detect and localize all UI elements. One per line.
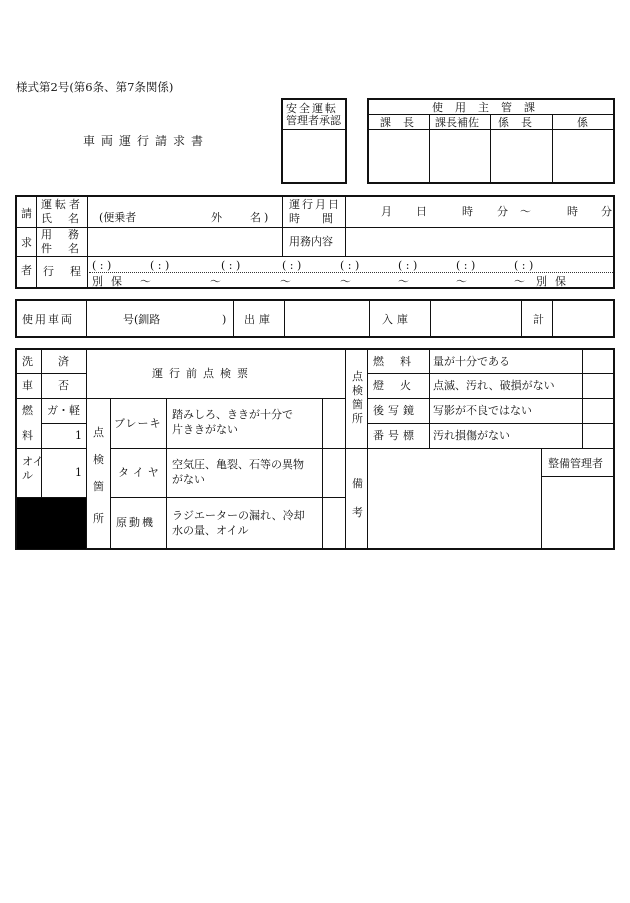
minute-label-1: 分 xyxy=(497,205,508,218)
engine-desc-1: ラジエーターの漏れ、冷却 xyxy=(172,509,305,522)
mirror-check-desc: 写影が不良ではない xyxy=(433,404,532,417)
right-points-2: 検 xyxy=(352,384,363,397)
subject-label: 件名 xyxy=(41,242,95,255)
plate-check-label: 番号標 xyxy=(373,429,418,442)
requester-label-3: 者 xyxy=(21,264,32,277)
tire-label: タイヤ xyxy=(118,466,163,479)
route-tilde-4: ～ xyxy=(340,275,351,288)
vehicle-label: 使用車両 xyxy=(22,313,74,326)
oil-label-1: オイ xyxy=(22,455,44,468)
light-check-label: 燈火 xyxy=(373,379,427,392)
vehicle-number-close: ) xyxy=(222,313,227,326)
route-tilde-2: ～ xyxy=(210,275,221,288)
engine-desc-2: 水の量、オイル xyxy=(172,524,249,537)
department-title: 使用主管課 xyxy=(432,101,547,114)
hour-label-1: 時 xyxy=(462,205,473,218)
route-tilde-5: ～ xyxy=(398,275,409,288)
enter-label: 入庫 xyxy=(382,313,412,326)
points-label-2: 検 xyxy=(93,453,104,466)
route-tilde-3: ～ xyxy=(280,275,291,288)
minute-label-2: 分 xyxy=(601,205,612,218)
hour-label-2: 時 xyxy=(567,205,578,218)
approval-label-2: 管理者承認 xyxy=(286,114,341,127)
others-label: 外 xyxy=(211,211,222,224)
mirror-check-label: 後写鏡 xyxy=(373,404,418,417)
wash-not: 否 xyxy=(58,379,69,392)
driver-label: 運転者 xyxy=(41,198,83,211)
maintenance-manager-label: 整備管理者 xyxy=(548,457,603,470)
time-label: 時間 xyxy=(289,212,355,225)
plate-check-desc: 汚れ損傷がない xyxy=(433,429,510,442)
brake-label: ブレーキ xyxy=(114,417,162,430)
route-time-2: ( : ) xyxy=(150,259,170,272)
fuel-type: ガ・軽 xyxy=(47,404,80,417)
brake-desc-2: 片ききがない xyxy=(172,423,238,436)
route-time-1: ( : ) xyxy=(92,259,112,272)
tire-desc-2: がない xyxy=(172,473,205,486)
oil-label-2: ル xyxy=(22,469,33,482)
wash-done: 済 xyxy=(58,355,69,368)
driver-name-label: 氏名 xyxy=(41,212,95,225)
route-tilde-7: ～ xyxy=(514,275,525,288)
requester-label-1: 請 xyxy=(21,207,32,220)
dept-col-hosa: 課長補佐 xyxy=(435,116,479,129)
engine-label: 原動機 xyxy=(116,516,155,529)
route-label: 行程 xyxy=(43,265,97,278)
remarks-label-1: 備 xyxy=(352,477,363,490)
blacked-cell xyxy=(17,497,86,549)
wash-label-2: 車 xyxy=(22,379,33,392)
fuel-check-desc: 量が十分である xyxy=(433,355,510,368)
form-number: 様式第2号(第6条、第7条関係) xyxy=(16,80,174,94)
page-title: 車両運行請求書 xyxy=(83,134,210,148)
route-tilde-1: ～ xyxy=(140,275,151,288)
right-points-1: 点 xyxy=(352,370,363,383)
passenger-label: (便乗者 xyxy=(99,211,137,224)
light-check-desc: 点滅、汚れ、破損がない xyxy=(433,379,555,392)
approval-label-1: 安全運転 xyxy=(286,102,338,115)
points-label-3: 箇 xyxy=(93,480,104,493)
route-tilde-6: ～ xyxy=(456,275,467,288)
total-label: 計 xyxy=(533,313,544,326)
requester-label-2: 求 xyxy=(21,236,32,249)
inspection-sheet-title: 運行前点検票 xyxy=(152,367,254,380)
brake-desc-1: 踏みしろ、ききが十分で xyxy=(172,408,293,421)
wash-label-1: 洗 xyxy=(22,355,33,368)
route-time-4: ( : ) xyxy=(282,259,302,272)
remarks-label-2: 考 xyxy=(352,506,363,519)
points-label-4: 所 xyxy=(93,512,104,525)
route-start-besshi: 別保 xyxy=(92,275,130,288)
fuel-label-1: 燃 xyxy=(22,404,33,417)
fuel-check-label: 燃料 xyxy=(373,355,427,368)
business-label: 用務 xyxy=(41,228,95,241)
tire-desc-1: 空気圧、亀裂、石等の異物 xyxy=(172,458,304,471)
fuel-quantity: 1 xyxy=(75,429,82,442)
vehicle-section xyxy=(15,299,615,338)
points-label-1: 点 xyxy=(93,426,104,439)
dept-col-kakaricho: 係長 xyxy=(498,116,544,129)
route-time-3: ( : ) xyxy=(221,259,241,272)
month-label: 月 xyxy=(381,205,392,218)
dept-col-kacho: 課長 xyxy=(380,116,426,129)
time-range-tilde: ～ xyxy=(520,205,531,218)
day-label: 日 xyxy=(416,205,427,218)
vehicle-number-label: 号(釧路 xyxy=(123,313,161,326)
people-unit: 名) xyxy=(250,211,272,224)
route-end-besshi: 別保 xyxy=(536,275,574,288)
dept-col-kakari: 係 xyxy=(577,116,588,129)
right-points-3: 箇 xyxy=(352,398,363,411)
depart-label: 出庫 xyxy=(244,313,274,326)
route-time-5: ( : ) xyxy=(340,259,360,272)
oil-quantity: 1 xyxy=(75,466,82,479)
route-time-7: ( : ) xyxy=(456,259,476,272)
route-time-8: ( : ) xyxy=(514,259,534,272)
purpose-label: 用務内容 xyxy=(289,235,333,248)
right-points-4: 所 xyxy=(352,412,363,425)
route-time-6: ( : ) xyxy=(398,259,418,272)
date-label: 運行月日 xyxy=(289,198,341,211)
fuel-label-2: 料 xyxy=(22,429,33,442)
